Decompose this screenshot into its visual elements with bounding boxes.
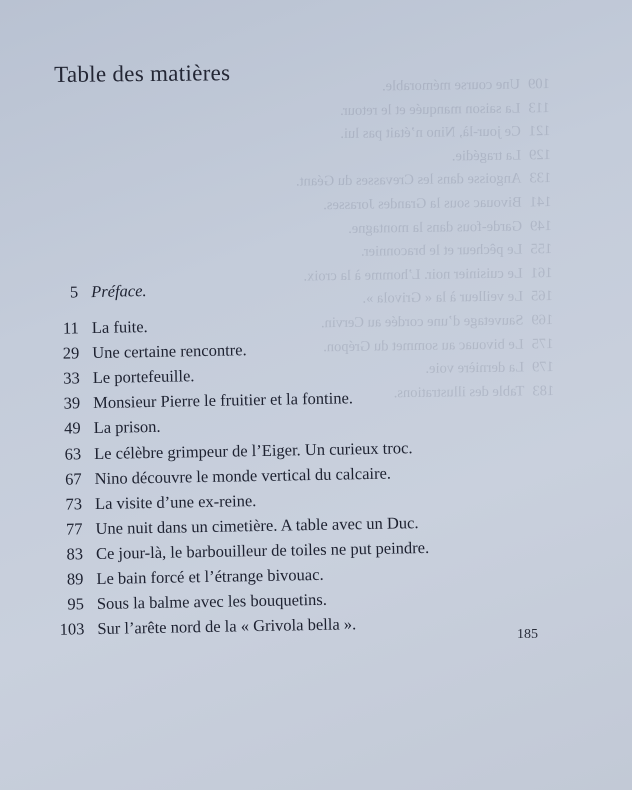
toc-entry [40, 275, 460, 308]
toc-page-number: 5 [69, 282, 79, 302]
page-number: 185 [517, 627, 538, 642]
toc-entry-label: Préface. [90, 281, 147, 302]
toc-entry-label: Sur l’arête nord de la « Grivola bella ». [97, 614, 357, 639]
bleed-page-number: 109 [527, 76, 550, 93]
bleed-page-number: 129 [528, 146, 551, 164]
toc-entry-label: La fuite. [91, 317, 148, 338]
bleed-label: Table des illustrations. [393, 383, 525, 401]
toc-page-number: 73 [65, 494, 83, 514]
toc-page-number: 103 [59, 619, 85, 639]
toc-entry-label: La prison. [93, 417, 161, 438]
bleed-label: La dernière voie. [425, 359, 525, 377]
bleed-label: Le cuisinier noir. L’homme à la croix. [303, 265, 523, 285]
toc-entry-label: Ce jour-là, le barbouilleur de toiles ne put peindre. [95, 537, 430, 563]
bleed-page-number: 179 [531, 359, 554, 376]
toc-page-number: 89 [66, 569, 84, 589]
toc-page-number: 77 [65, 519, 83, 539]
bleed-label: Le veilleur à la « Grivola ». [362, 288, 524, 308]
toc-page-number: 67 [64, 468, 82, 489]
toc-page-number: 83 [66, 544, 84, 564]
bleed-label: Sauvetage d’une cordée au Cervin. [320, 312, 524, 332]
toc-entry-label: Une certaine rencontre. [92, 340, 247, 363]
bleed-page-number: 161 [530, 264, 553, 282]
bleed-page-number: 133 [529, 170, 552, 187]
toc-entry-label: Sous la balme avec les bouquetins. [96, 589, 328, 614]
bleed-label: Angoisse dans les Crevasses du Géant. [295, 170, 522, 190]
bleed-label: La saison manquée et le retour. [339, 100, 521, 119]
toc-page-number: 39 [63, 393, 81, 413]
bleed-label: Bivouac sous la Grandes Jorasses. [323, 194, 522, 214]
toc-entry-label: Monsieur Pierre le fruitier et la fontine. [93, 388, 354, 413]
toc-page-number: 11 [62, 318, 80, 338]
bleed-page-number: 165 [530, 288, 553, 305]
bleed-label: Le bivouac au sommet du Grépon. [323, 335, 524, 355]
toc-entry-label: La visite d’une ex-reine. [94, 490, 257, 513]
page-title: Table des matières [54, 60, 231, 87]
toc-entry-label: Nino découvre le monde vertical du calcaire. [94, 463, 392, 488]
bleed-page-number: 155 [530, 241, 553, 258]
toc-page-number: 95 [67, 594, 85, 614]
toc-entry-label: Le bain forcé et l’étrange bivouac. [96, 564, 324, 589]
toc-entry-label: Le célèbre grimpeur de l’Eiger. Un curieux troc. [93, 437, 413, 463]
bleed-page-number: 141 [529, 194, 552, 211]
bleed-label: La tragédie. [451, 147, 522, 165]
toc-page-number: 29 [62, 343, 80, 363]
bleed-label: Le pêcheur et le braconnier. [360, 241, 523, 260]
toc-entry-label: Le portefeuille. [92, 366, 195, 388]
toc-page-number: 33 [63, 368, 80, 388]
bleed-page-number: 183 [532, 382, 555, 400]
bleed-label: Garde-fous dans la montagne. [348, 218, 523, 237]
toc-page-number: 63 [64, 443, 82, 464]
toc-page-number: 49 [63, 418, 81, 439]
bleed-label: Ce jour-là, Nino n’était pas lui. [340, 123, 521, 143]
bleed-page-number: 169 [531, 311, 554, 329]
table-of-contents [40, 275, 467, 645]
bleed-page-number: 113 [528, 99, 550, 116]
toc-entry-label: Une nuit dans un cimetière. A table avec un Duc. [95, 512, 419, 538]
bleed-page-number: 121 [528, 123, 551, 140]
bleed-label: Une course mémorable. [381, 76, 521, 95]
bleed-page-number: 175 [531, 335, 554, 352]
bleed-page-number: 149 [529, 217, 552, 234]
